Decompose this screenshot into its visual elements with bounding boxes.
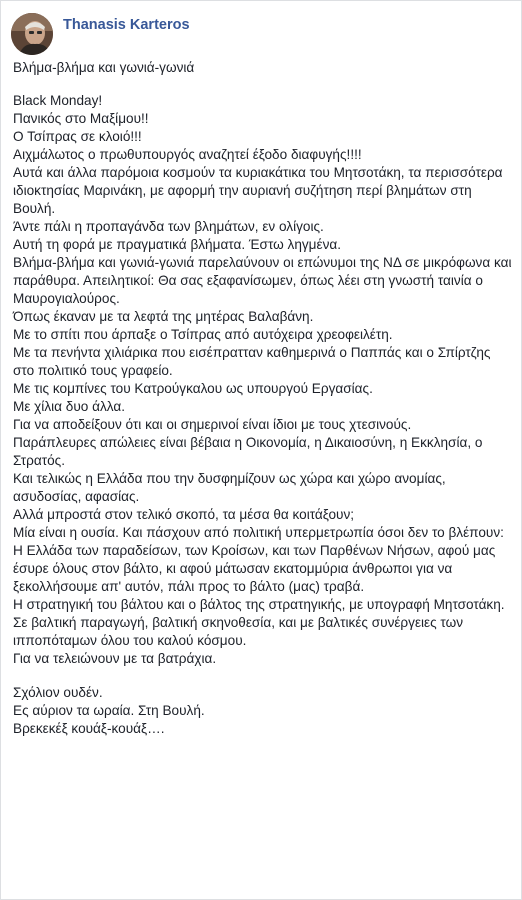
- post-line: Για να τελειώνουν με τα βατράχια.: [13, 651, 217, 666]
- post-line: Παράπλευρες απώλειες είναι βέβαια η Οικονομία, η Δικαιοσύνη, η Εκκλησία, ο Στρατός.: [13, 435, 483, 468]
- post-line: Η στρατηγική του βάλτου και ο βάλτος της στρατηγικής, με υπογραφή Μητσοτάκη.: [13, 597, 505, 612]
- post-line: Άντε πάλι η προπαγάνδα των βλημάτων, εν ολίγοις.: [13, 219, 324, 234]
- post-line: Με τα πενήντα χιλιάρικα που εισέπρατταν καθημερινά ο Παππάς και ο Σπίρτζης στο πολιτικό τους γραφείο.: [13, 345, 491, 378]
- post-line: Αιχμάλωτος ο πρωθυπουργός αναζητεί έξοδο διαφυγής!!!!: [13, 147, 362, 162]
- post-line: Αλλά μπροστά στον τελικό σκοπό, τα μέσα θα κοιτάξουν;: [13, 507, 355, 522]
- post-title-line: Βλήμα-βλήμα και γωνιά-γωνιά: [13, 60, 195, 75]
- post-main-block: [13, 92, 513, 668]
- avatar[interactable]: [11, 13, 53, 55]
- post-line: Όπως έκαναν με τα λεφτά της μητέρας Βαλαβάνη.: [13, 309, 314, 324]
- post-line: Βλήμα-βλήμα και γωνιά-γωνιά παρελαύνουν οι επώνυμοι της ΝΔ σε μικρόφωνα και παράθυρα. Απειλητικοί: Θα σας εξαφανίσωμεν, όπως λέει στη γνωστή ταινία ο Μαυρογιαλούρος.: [13, 255, 512, 306]
- post-line: Για να αποδείξουν ότι και οι σημερινοί είναι ίδιοι με τους χτεσινούς.: [13, 417, 412, 432]
- post-line: Με χίλια δυο άλλα.: [13, 399, 125, 414]
- post-line: Black Monday!: [13, 93, 103, 108]
- post-text: [13, 59, 513, 738]
- post-line: Αυτά και άλλα παρόμοια κοσμούν τα κυριακάτικα του Μητσοτάκη, τα περισσότερα ιδιοκτησίας Μαρινάκη, με αφορμή την αυριανή συζήτηση περί βλημάτων στη Βουλή.: [13, 165, 503, 216]
- post-line: Αυτή τη φορά με πραγματικά βλήματα. Έστω ληγμένα.: [13, 237, 341, 252]
- post-line: Ες αύριον τα ωραία. Στη Βουλή.: [13, 703, 205, 718]
- post-line: Σε βαλτική παραγωγή, βαλτική σκηνοθεσία, και με βαλτικές συνέργειες των ιπποπόταμων όλου του καλού κόσμου.: [13, 615, 464, 648]
- post-header: [11, 13, 190, 57]
- post-line: Πανικός στο Μαξίμου!!: [13, 111, 149, 126]
- avatar-photo-icon: [11, 13, 53, 55]
- post-line: Σχόλιον ουδέν.: [13, 685, 103, 700]
- post-line: Και τελικώς η Ελλάδα που την δυσφημίζουν ως χώρα και χώρο ανομίας, ασυδοσίας, αφασίας.: [13, 471, 446, 504]
- post-line: Βρεκεκέξ κουάξ-κουάξ….: [13, 721, 165, 736]
- post-line: Με τις κομπίνες του Κατρούγκαλου ως υπουργού Εργασίας.: [13, 381, 373, 396]
- post-line: Μία είναι η ουσία. Και πάσχουν από πολιτική υπερμετρωπία όσοι δεν το βλέπουν:: [13, 525, 504, 540]
- author-name-link[interactable]: Thanasis Karteros: [63, 17, 190, 33]
- post-closing-block: [13, 684, 513, 738]
- post-line: Η Ελλάδα των παραδείσων, των Κροίσων, και των Παρθένων Νήσων, αφού μας έσυρε όλους στον βάλτο, κι αφού μάτωσαν εκατομμύρια άνθρωποι για να ξεκολλήσουμε απ' αυτόν, πάλι προς το βάλτο (μας) τραβά.: [13, 543, 496, 594]
- post-line: Ο Τσίπρας σε κλοιό!!!: [13, 129, 142, 144]
- post-line: Με το σπίτι που άρπαξε ο Τσίπρας από αυτόχειρα χρεοφειλέτη.: [13, 327, 393, 342]
